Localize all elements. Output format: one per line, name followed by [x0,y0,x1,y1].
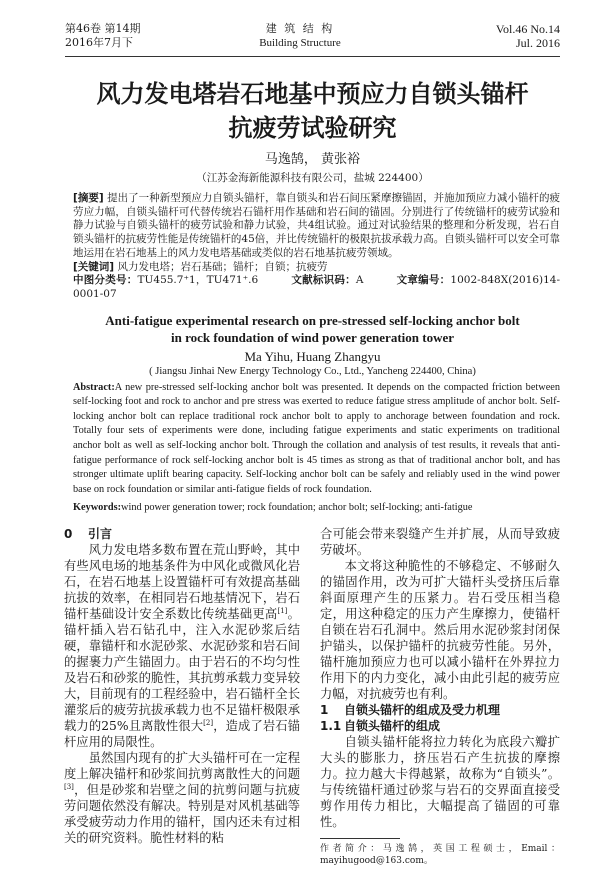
article-no-value: 1002-848X(2016)14-0001-07 [73,274,561,300]
clc-value: TU455.7⁺1，TU471⁺.6 [137,274,259,287]
date-zh: 2016年7月下 [65,36,133,49]
author-footnote: 作者简介：马逸鹄，英国工程硕士，Email：mayihugood@163.com。 [320,843,560,866]
doc-code-value: A [355,274,364,287]
doc-code-label: 文献标识码： [291,274,356,287]
affiliation-en: ( Jiangsu Jinhai New Energy Technology Co., Ltd., Yancheng 224400, China) [149,365,476,377]
article-no-label: 文章编号： [396,274,451,287]
title-line-1: 风力发电塔岩石地基中预应力自锁头锚杆 [96,80,529,108]
title-en-line-1: Anti-fatigue experimental research on pre-stressed self-locking anchor bolt [105,312,520,328]
text-run: 虽然国内现有的扩大头锚杆可在一定程度上解决锚杆和砂浆间抗剪离散性大的问题 [64,750,300,781]
text-run: 。锚杆插入岩石钻孔中，注入水泥砂浆后结硬，靠锚杆和水泥砂浆、水泥砂浆和岩石间的握裹力产生锚固力。由于岩石的不均匀性及岩石和砂浆的脆性，其抗剪承载力变异较大，目前现有的工程经验中，岩石锚杆全长灌浆后的疲劳抗拔承载力也不足锚杆极限承载力的25%且离散性很大 [64,606,300,733]
footnote-rule [320,838,400,839]
section-title: 引言 [88,526,113,541]
citation: [1] [277,606,288,615]
journal-issue-info [65,22,141,50]
section-1-1-heading [320,718,560,734]
page-header [0,0,600,56]
body-left-column [64,526,300,867]
section-1-heading [320,702,560,718]
keywords-en-text: wind power generation tower; rock foundation; anchor bolt; self-locking; anti-fatigue [121,502,473,514]
citation: [2] [203,718,214,727]
keywords-zh-label: [关键词] [73,260,115,273]
paper-title-zh [65,77,560,145]
journal-name-en: Building Structure [259,37,341,49]
authors-zh: 马逸鹄， 黄张裕 [264,152,361,167]
keywords-zh [73,261,560,275]
journal-name-zh: 建 筑 结 构 [265,22,335,35]
affiliation-zh: （江苏金海新能源科技有限公司，盐城 224400） [196,172,429,184]
body-right-column [320,526,560,867]
text-run: 风力发电塔多数布置在荒山野岭，其中有些风电场的地基条件为中风化或微风化岩石，在岩石地基上设置锚杆可有效提高基础抗拔的效率，在相同岩石地基情况下，岩石锚杆基础设计安全系数比传统基础更高 [64,542,300,621]
abstract-zh-text: 提出了一种新型预应力自锁头锚杆，靠自锁头和岩石间压紧摩擦锚固，并施加预应力减小锚杆的疲劳应力幅，自锁头锚杆可代替传统岩石锚杆用作基础和岩石间的锚固。分别进行了传统锚杆的疲劳试验和静力试验与自锁头锚杆的疲劳试验和静力试验，共4组试验。通过对试验结果的整理和分析发现，岩石自锁头锚杆的抗疲劳性能是传统锚杆的45倍，并比传统锚杆的极限抗拔承载力高。自锁头锚杆可以安全可靠地运用在岩石地基上的风力发电塔基础或类似的岩石地基抗疲劳领域。 [73,192,560,259]
keywords-en-label: Keywords: [73,502,122,514]
abstract-en [73,381,560,498]
journal-name [200,22,400,50]
section-title: 自锁头锚杆的组成 [344,718,441,733]
section-title: 自锁头锚杆的组成及受力机理 [344,702,501,717]
volume-issue-en: Vol.46 No.14 [495,22,560,36]
intro-paragraph-1 [64,542,300,750]
intro-paragraph-2 [64,750,300,846]
volume-issue-zh: 第46卷 第14期 [65,22,141,35]
abstract-zh-label: [摘要] [73,192,104,204]
keywords-en [73,501,560,516]
clc-label: 中图分类号： [73,274,138,287]
section-number: 1.1 [320,718,342,733]
section-number: 1 [320,702,329,717]
text-run: ，但是砂浆和岩壁之间的抗剪问题与抗疲劳问题依然没有解决。特别是对风机基础等承受疲劳动力作用的锚杆，国内还未有过相关的研究资料。脆性材料的粘 [64,782,300,845]
intro-paragraph-continued: 合可能会带来裂缝产生并扩展，从而导致疲劳破坏。 [320,526,560,557]
title-en-line-2: in rock foundation of wind power generation tower [171,329,454,345]
abstract-zh [73,192,560,261]
classification-info [73,274,560,301]
section-1-1-paragraph: 自锁头锚杆能将拉力转化为底段六瓣扩大头的膨胀力，挤压岩石产生抗拔的摩擦力。拉力越大卡得越紧，故称为“自锁头”。与传统锚杆通过砂浆与岩石的交界面直接受剪作用传力相比，大幅提高了锚固的可靠性。 [320,734,560,829]
date-en: Jul. 2016 [515,36,560,50]
keywords-zh-text: 风力发电塔；岩石基础；锚杆；自锁；抗疲劳 [117,260,328,273]
text-run: ，造成了岩石锚杆应用的局限性。 [64,718,300,749]
paper-title-en [65,312,560,346]
front-matter [0,77,600,516]
abstract-en-text: A new pre-stressed self-locking anchor bolt was presented. It depends on the compacted friction between self-locking foot and rock to anchor and pre stress was exerted to reduce fatigue stress amplitude of anchor bolt. Self-locking anchor bolt can replace traditional rock anchor bolt to apply to anchorage between foundation and rock. Totally four sets of experiments were done, including fatigue experiments and static experiments on traditional anchor bolt as well as self-locking anchor bolt. Through the collation and analysis of test results, it reveals that anti-fatigue performance of rock self-locking anchor bolt is 45 times as strong as that of traditional anchor bolt, and has stronger ultimate uplift bearing capacity. Self-locking anchor bolt can be safely and reliably used in the wind power base on rock foundation or similar anti-fatigue fields of rock foundation. [73,381,560,495]
section-number: 0 [64,526,73,541]
journal-issue-info-en [496,22,560,50]
abstract-en-label: Abstract: [73,381,115,393]
header-rule [65,56,560,57]
citation: [3] [64,782,74,791]
section-0-heading [64,526,300,542]
intro-paragraph-3: 本文将这种脆性的不够稳定、不够耐久的锚固作用，改为可扩大锚杆头受挤压后靠斜面原理产生的压紧力。岩石受压相当稳定，用这种稳定的压力产生摩擦力，使锚杆自锁在岩石孔洞中。然后用水泥砂浆封闭保护锚头，以保护锚杆的抗疲劳性能。另外，锚杆施加预应力也可以减小锚杆在外界拉力作用下的内力变化，减小由此引起的疲劳应力幅，对抗疲劳也有利。 [320,558,560,701]
title-line-2: 抗疲劳试验研究 [228,114,397,142]
body-columns [0,526,600,877]
authors-en: Ma Yihu, Huang Zhangyu [244,348,381,364]
